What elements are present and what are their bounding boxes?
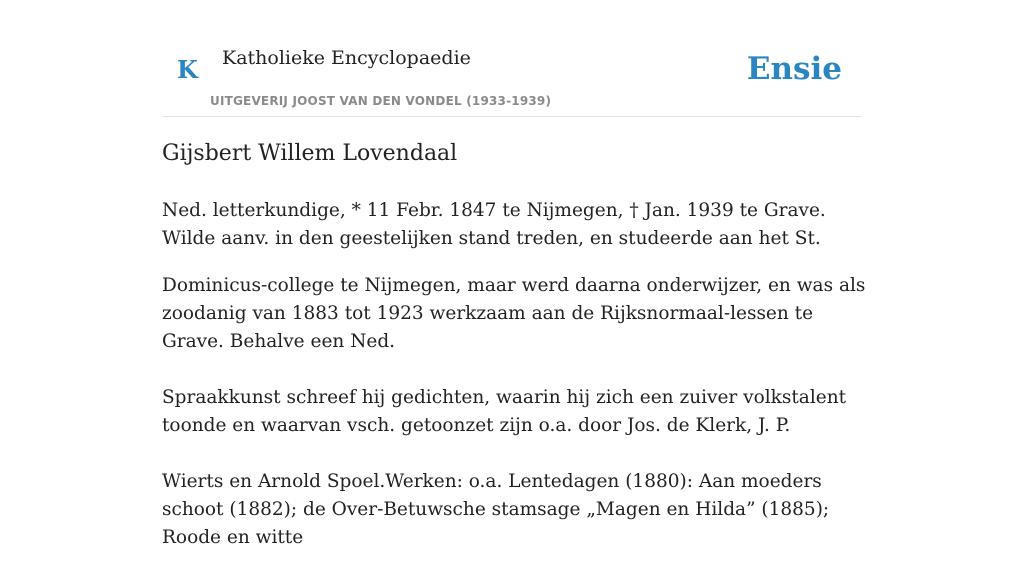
article-paragraph: Dominicus-college te Nijmegen, maar werd daarna onderwijzer, en was als zoodanig van 1883 tot 1923 werkzaam aan de Rijksnormaal-lessen te Grave. Behalve een Ned. bbox=[162, 275, 866, 352]
site-header bbox=[162, 0, 862, 117]
article-paragraph: Spraakkunst schreef hij gedichten, waarin hij zich een zuiver volkstalent toonde en waarvan vsch. getoonzet zijn o.a. door Jos. de Klerk, J. P. bbox=[162, 387, 847, 436]
publisher-subtitle: UITGEVERIJ JOOST VAN DEN VONDEL (1933-1939) bbox=[210, 94, 552, 108]
article-paragraph: Wierts en Arnold Spoel.Werken: o.a. Lentedagen (1880): Aan moeders schoot (1882); de Over-Betuwsche stamsage „Magen en Hilda” (1885); Roode en witte bbox=[162, 471, 830, 548]
site-title[interactable]: Katholieke Encyclopaedie bbox=[222, 47, 471, 69]
site-logo[interactable]: K bbox=[177, 55, 198, 84]
article-paragraph: Ned. letterkundige, * 11 Febr. 1847 te Nijmegen, † Jan. 1939 te Grave. Wilde aanv. in den geestelijken stand treden, en studeerde aan het St. bbox=[162, 200, 826, 249]
article-title: Gijsbert Willem Lovendaal bbox=[162, 141, 458, 166]
brand-logo[interactable]: Ensie bbox=[746, 51, 842, 87]
article bbox=[162, 138, 872, 571]
